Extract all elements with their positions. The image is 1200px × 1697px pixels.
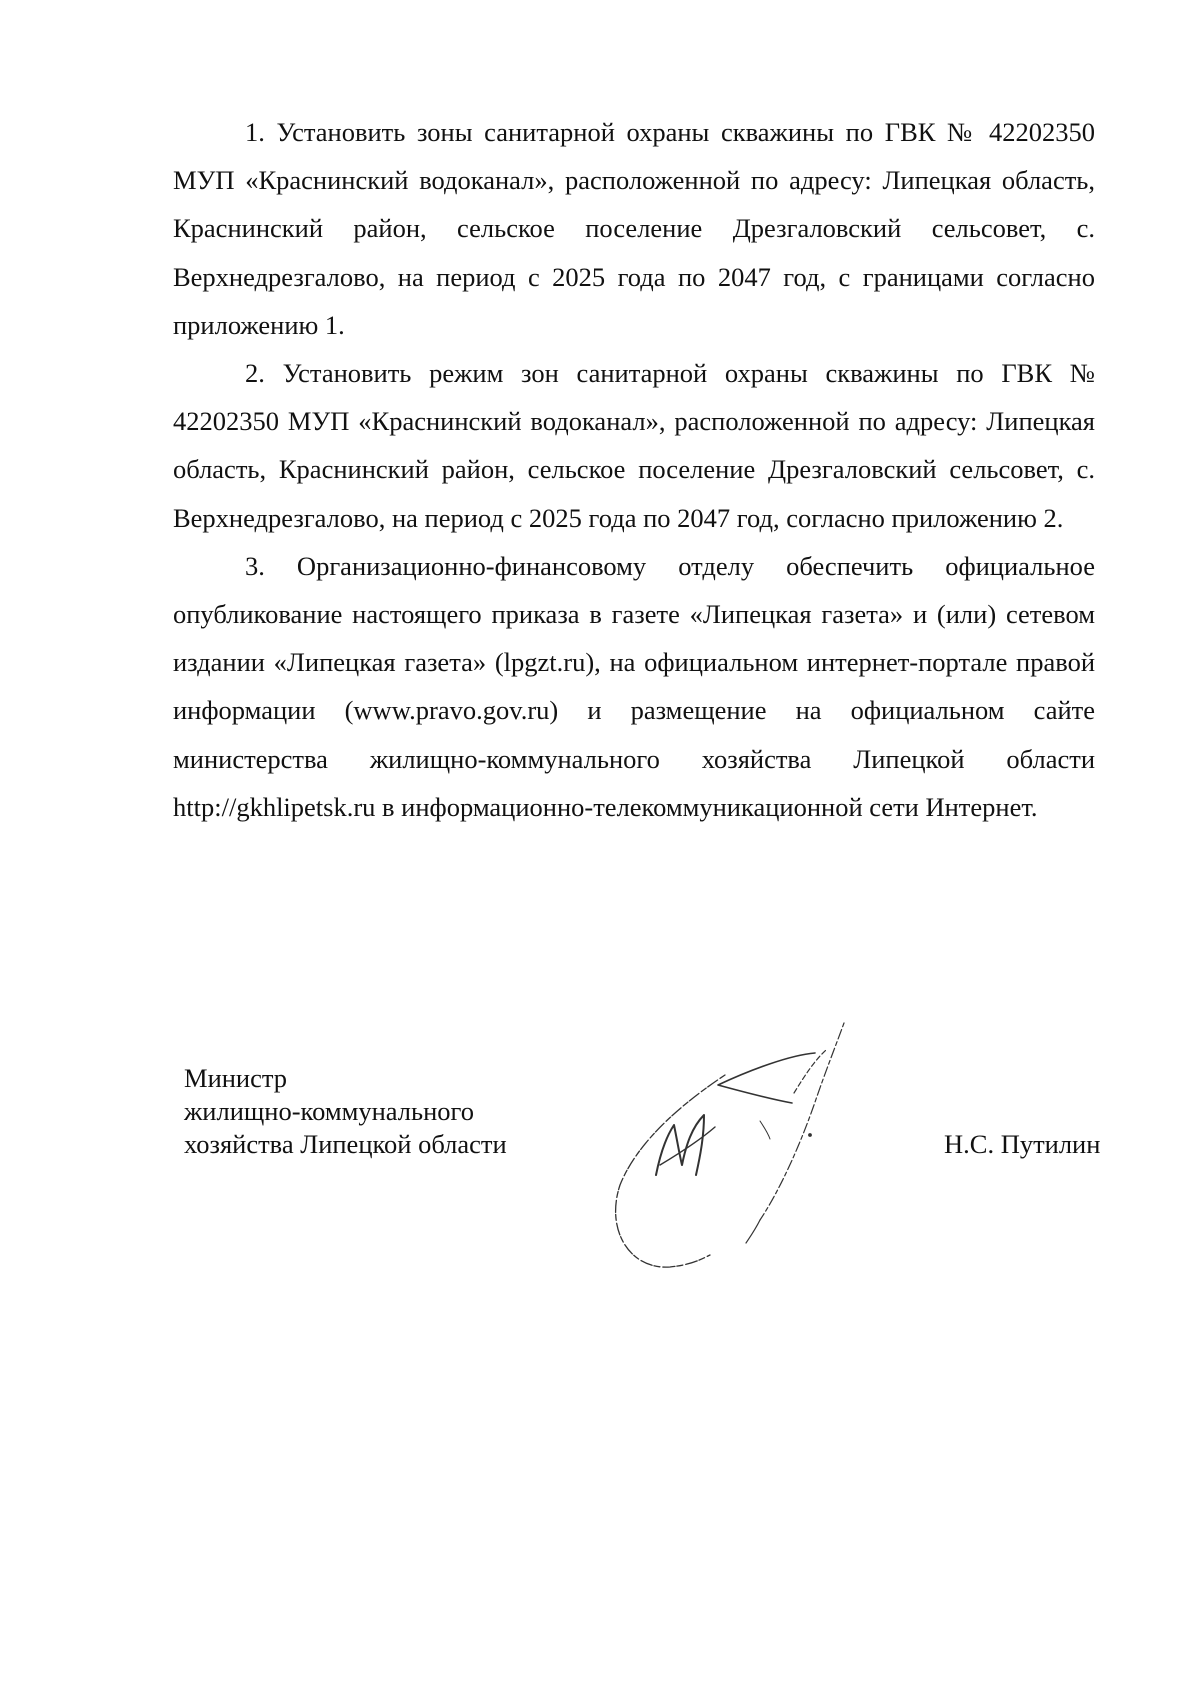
paragraph-item-3: 3. Организационно-финансовому отделу обеспечить официальное опубликование настоящего приказа в газете «Липецкая газета» и (или) сетевом издании «Липецкая газета» (lpgzt.ru), на официальном интернет-портале правой информации (www.pravo.gov.ru) и размещение на официальном сайте министерства жилищно-коммунального хозяйства Липецкой области http://gkhlipetsk.ru в информационно-телекоммуникационной сети Интернет. (173, 550, 1095, 822)
signer-name: Н.С. Путилин (944, 1129, 1101, 1159)
handwritten-signature (600, 1015, 900, 1285)
position-line-2: жилищно-коммунального (184, 1096, 474, 1126)
paragraph-item-1: 1. Установить зоны санитарной охраны скважины по ГВК № 42202350 МУП «Краснинский водоканал», расположенной по адресу: Липецкая область, Краснинский район, сельское поселение Дрезгаловский сельсовет, с. Верхнедрезгалово, на период с 2025 года по 2047 год, с границами согласно приложению 1. (173, 117, 1095, 340)
position-line-3: хозяйства Липецкой области (184, 1129, 507, 1159)
document-body (173, 108, 1095, 831)
paragraph-item-2: 2. Установить режим зон санитарной охраны скважины по ГВК № 42202350 МУП «Краснинский водоканал», расположенной по адресу: Липецкая область, Краснинский район, сельское поселение Дрезгаловский сельсовет, с. Верхнедрезгалово, на период с 2025 года по 2047 год, согласно приложению 2. (173, 358, 1095, 533)
position-line-1: Министр (184, 1063, 288, 1093)
signer-position (184, 1062, 507, 1161)
